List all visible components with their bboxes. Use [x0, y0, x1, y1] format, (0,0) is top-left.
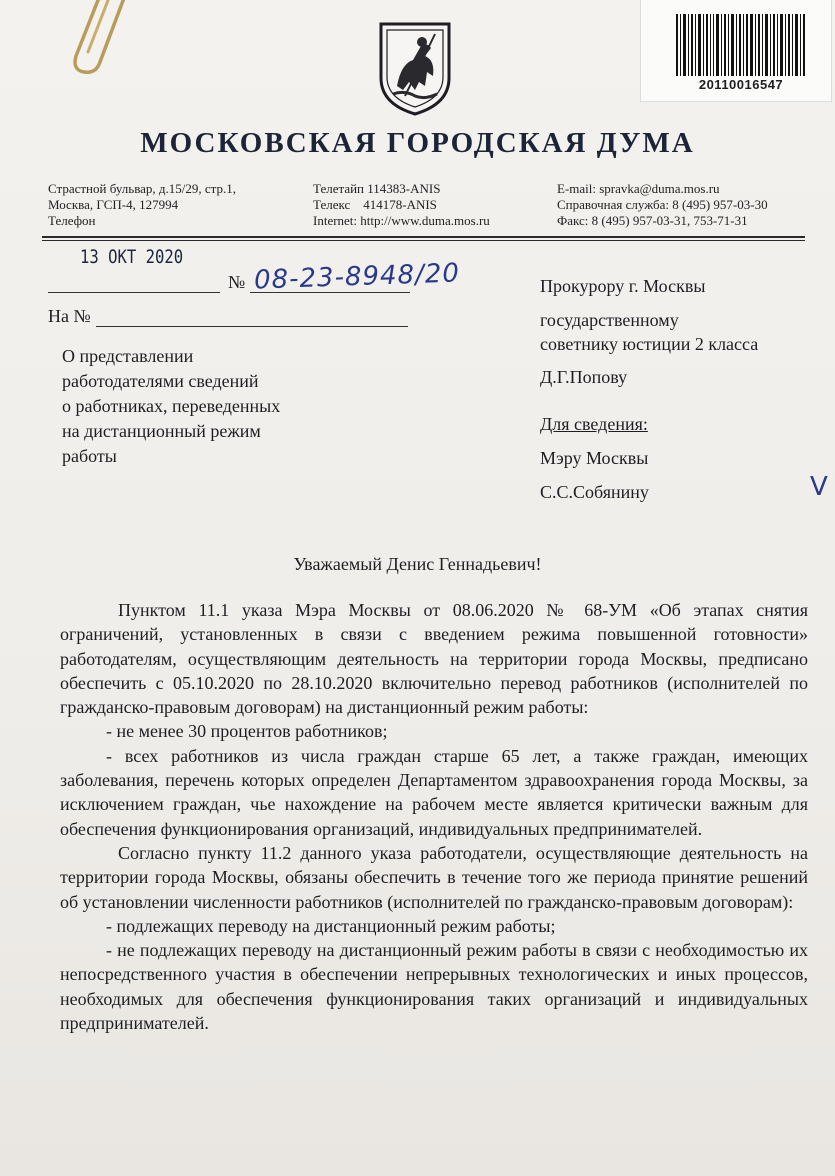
cc-name: С.С.Собянину [540, 482, 649, 502]
body-list-item: - всех работников из числа граждан старше 65 лет, а также граждан, имеющих заболевания, перечень которых определен Департаментом здравоохранения города Москвы, за исключением граждан, чье нахождение на рабочем месте является критически важным для обеспечения функционирования организаций, индивидуальных предпринимателей. [60, 745, 808, 839]
address-block [48, 181, 236, 229]
service-block [557, 181, 768, 229]
telecom-block [313, 181, 490, 229]
subject-line: о работниках, переведенных [62, 396, 281, 416]
addressee-line: советнику юстиции 2 класса [540, 334, 759, 354]
addressee-line: Прокурору г. Москвы [540, 276, 706, 296]
telecom-line: Internet: http://www.duma.mos.ru [313, 213, 490, 228]
reference-label: На № [48, 306, 91, 326]
addressee-name: Д.Г.Попову [540, 367, 628, 387]
address-line: Телефон [48, 213, 96, 228]
date-underline [48, 292, 220, 293]
subject-line: работы [62, 446, 117, 466]
body-list-item: - не менее 30 процентов работников; [106, 721, 388, 742]
paper-clip-icon [62, 0, 132, 80]
body-list-item: - подлежащих переводу на дистанционный режим работы; [106, 915, 556, 936]
letter-body [60, 598, 808, 1035]
address-line: Москва, ГСП-4, 127994 [48, 197, 179, 212]
service-line: E-mail: spravka@duma.mos.ru [557, 181, 720, 196]
cc-line: Мэру Москвы [540, 448, 649, 468]
subject-line: работодателями сведений [62, 371, 259, 391]
header-rule-thin [42, 240, 805, 241]
barcode-number: 20110016547 [698, 77, 784, 92]
salutation: Уважаемый Денис Геннадьевич! [293, 554, 542, 574]
letter-subject [62, 344, 280, 469]
organization-title: МОСКОВСКАЯ ГОРОДСКАЯ ДУМА [140, 127, 695, 159]
telecom-line: Телетайп 114383-ANIS [313, 181, 441, 196]
subject-line: О представлении [62, 346, 194, 366]
moscow-coat-of-arms-emblem [375, 20, 455, 116]
subject-line: на дистанционный режим [62, 421, 261, 441]
date-stamp: 13 ОКТ 2020 [80, 246, 184, 268]
handwritten-check-mark: V [810, 472, 828, 502]
telecom-line: Телекс 414178-ANIS [313, 197, 437, 212]
addressee-line: государственному [540, 310, 679, 330]
body-list-item: - не подлежащих переводу на дистанционный режим работы в связи с необходимостью их непосредственного участия в обеспечении непрерывных технологических и иных процессов, необходимых для обеспечения функционирования таких организаций и индивидуальных предпринимателей. [60, 940, 808, 1034]
registration-number: 08-23-8948/20 [253, 258, 461, 296]
address-line: Страстной бульвар, д.15/29, стр.1, [48, 181, 237, 196]
header-rule [42, 236, 805, 238]
service-line: Справочная служба: 8 (495) 957-03-30 [557, 197, 768, 212]
reference-underline [96, 326, 408, 327]
body-paragraph: Пунктом 11.1 указа Мэра Москвы от 08.06.2020 № 68-УМ «Об этапах снятия ограничений, установленных в связи с введением режима повышенной готовности» работодателям, осуществляющим деятельность на территории города Москвы, предписано обеспечить с 05.10.2020 по 28.10.2020 включительно перевод работников (исполнителей по гражданско-правовым договорам) на дистанционный режим работы: [60, 600, 808, 718]
service-line: Факс: 8 (495) 957-03-31, 753-71-31 [557, 213, 748, 228]
body-paragraph: Согласно пункту 11.2 данного указа работодатели, осуществляющие деятельность на территории города Москвы, обязаны обеспечить в течение того же периода принятие решений об установлении численности работников (исполнителей по гражданско-правовым договорам): [60, 842, 808, 912]
number-label: № [228, 272, 246, 292]
cc-label: Для сведения: [540, 414, 648, 434]
barcode-graphic [676, 14, 806, 76]
